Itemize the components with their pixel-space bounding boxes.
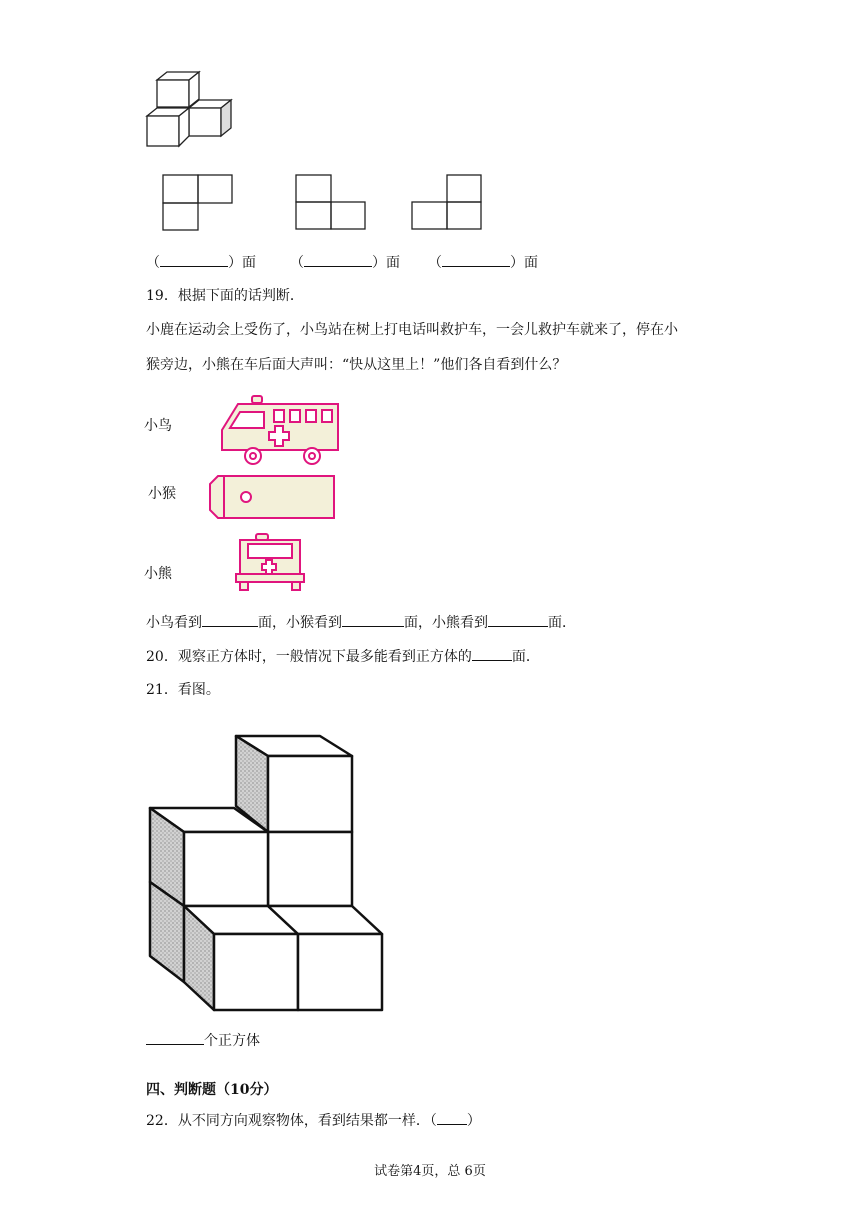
- label-bird: 小鸟: [144, 418, 172, 434]
- q18-view-1: [162, 174, 234, 232]
- q21-answer-suffix: 个正方体: [204, 1033, 260, 1049]
- open-paren: （: [146, 255, 160, 271]
- q19-figure: [142, 392, 342, 596]
- answer-blank-bear[interactable]: [488, 612, 548, 627]
- open-paren: （: [428, 255, 442, 271]
- q20-text-end: 面．: [511, 649, 540, 665]
- page-footer: 试卷第4页，总 6页: [374, 1164, 486, 1179]
- q18-answer-1: [146, 252, 256, 273]
- q18-answer-3: [428, 252, 538, 273]
- answer-text-bear: 面，小熊看到: [404, 615, 488, 631]
- label-bear: 小熊: [144, 566, 172, 582]
- q21-title: 21．看图。: [146, 682, 220, 698]
- open-paren: （: [290, 255, 304, 271]
- q19-story-line-2: 猴旁边，小熊在车后面大声叫：“快从这里上！”他们各自看到什么？: [146, 357, 567, 373]
- q21-answer: [146, 1030, 260, 1051]
- q22-close-paren: ）: [466, 1113, 481, 1129]
- close-paren-face: ）面: [372, 255, 400, 271]
- ambulance-side-view: [218, 394, 342, 470]
- q19-story-line-1: 小鹿在运动会上受伤了，小鸟站在树上打电话叫救护车，一会儿救护车就来了，停在小: [146, 322, 678, 338]
- ambulance-rear-view: [232, 532, 308, 594]
- close-paren-face: ）面: [510, 255, 538, 271]
- answer-blank[interactable]: [442, 252, 510, 267]
- q19-title: 19．根据下面的话判断．: [146, 288, 304, 304]
- q21-answer-blank[interactable]: [146, 1030, 204, 1045]
- q18-view-3: [410, 174, 484, 232]
- q20-question: [146, 646, 540, 667]
- q18-answer-2: [290, 252, 400, 273]
- ambulance-top-view: [206, 474, 338, 520]
- answer-text-monkey: 面，小猴看到: [258, 615, 342, 631]
- q20-text: 20．观察正方体时，一般情况下最多能看到正方体的: [146, 649, 472, 665]
- answer-text-bird: 小鸟看到: [146, 615, 202, 631]
- answer-text-end: 面．: [548, 615, 576, 631]
- q22-answer-blank[interactable]: [437, 1110, 467, 1125]
- q18-cube-figure: [140, 68, 240, 158]
- q18-view-2: [294, 174, 368, 232]
- section-4-heading: 四、判断题（10分）: [146, 1082, 278, 1098]
- close-paren-face: ）面: [228, 255, 256, 271]
- answer-blank[interactable]: [304, 252, 372, 267]
- q21-cube-stack-figure: [148, 730, 388, 1012]
- q20-answer-blank[interactable]: [472, 646, 512, 661]
- label-monkey: 小猴: [148, 486, 176, 502]
- answer-blank-monkey[interactable]: [342, 612, 404, 627]
- answer-blank[interactable]: [160, 252, 228, 267]
- answer-blank-bird[interactable]: [202, 612, 258, 627]
- q22-question: [146, 1110, 481, 1131]
- q19-answer-line: [146, 612, 576, 633]
- q22-text: 22．从不同方向观察物体，看到结果都一样．（: [146, 1113, 437, 1129]
